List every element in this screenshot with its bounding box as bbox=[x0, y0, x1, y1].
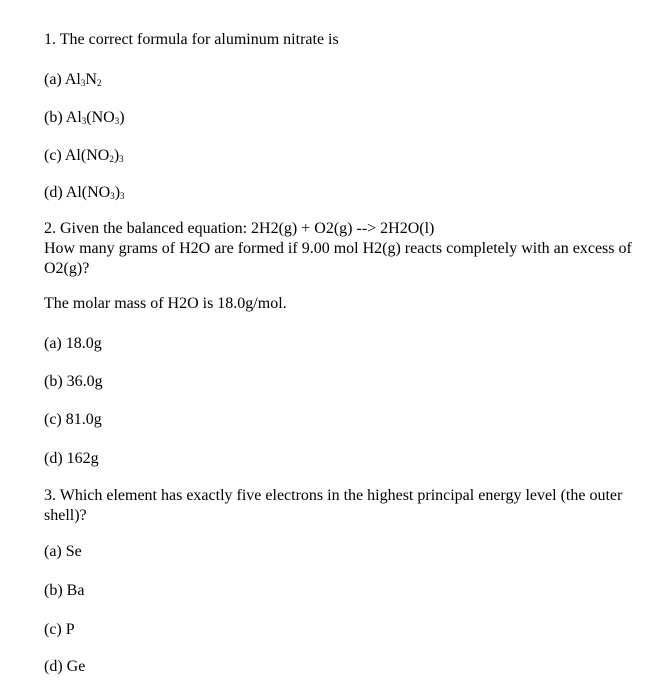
subscript: 3 bbox=[110, 191, 115, 201]
question-3-option-b: (b) Ba bbox=[44, 582, 85, 599]
question-3-option-d: (d) Ge bbox=[44, 658, 86, 675]
question-2-option-b: (b) 36.0g bbox=[44, 373, 103, 390]
formula-part: N bbox=[85, 71, 97, 88]
formula-part: (b) Al bbox=[44, 109, 82, 126]
subscript: 3 bbox=[120, 191, 125, 201]
question-3-option-c: (c) P bbox=[44, 621, 75, 638]
question-1-option-a bbox=[44, 70, 101, 90]
question-2-option-a: (a) 18.0g bbox=[44, 335, 102, 352]
question-1-option-d bbox=[44, 183, 125, 203]
formula-part: ) bbox=[114, 184, 121, 201]
question-3-option-a: (a) Se bbox=[44, 543, 82, 560]
question-2-note: The molar mass of H2O is 18.0g/mol. bbox=[44, 295, 287, 312]
formula-part: ) bbox=[113, 147, 120, 164]
question-2-equation: 2. Given the balanced equation: 2H2(g) + O2(g) --> 2H2O(l) bbox=[44, 220, 435, 237]
subscript: 3 bbox=[81, 116, 87, 126]
formula-part: (NO bbox=[86, 109, 115, 126]
question-2-text: How many grams of H2O are formed if 9.00 mol H2(g) reacts completely with an excess of O2(g)? bbox=[44, 240, 632, 277]
subscript: 3 bbox=[80, 78, 86, 88]
formula-part: ) bbox=[119, 109, 125, 126]
subscript: 3 bbox=[119, 154, 124, 164]
subscript: 2 bbox=[96, 78, 102, 88]
question-1-option-b bbox=[44, 108, 125, 128]
formula-part: (a) Al bbox=[44, 71, 81, 88]
question-1-option-c bbox=[44, 146, 124, 166]
question-2-option-c: (c) 81.0g bbox=[44, 411, 102, 428]
subscript: 2 bbox=[109, 154, 114, 164]
formula-part: (d) Al(NO bbox=[44, 184, 111, 201]
question-1-text: 1. The correct formula for aluminum nitrate is bbox=[44, 31, 339, 48]
formula-part: (c) Al(NO bbox=[44, 147, 110, 164]
question-3-text: 3. Which element has exactly five electrons in the highest principal energy level (the outer shell)? bbox=[44, 487, 623, 524]
subscript: 3 bbox=[114, 116, 120, 126]
question-2-option-d: (d) 162g bbox=[44, 450, 99, 467]
